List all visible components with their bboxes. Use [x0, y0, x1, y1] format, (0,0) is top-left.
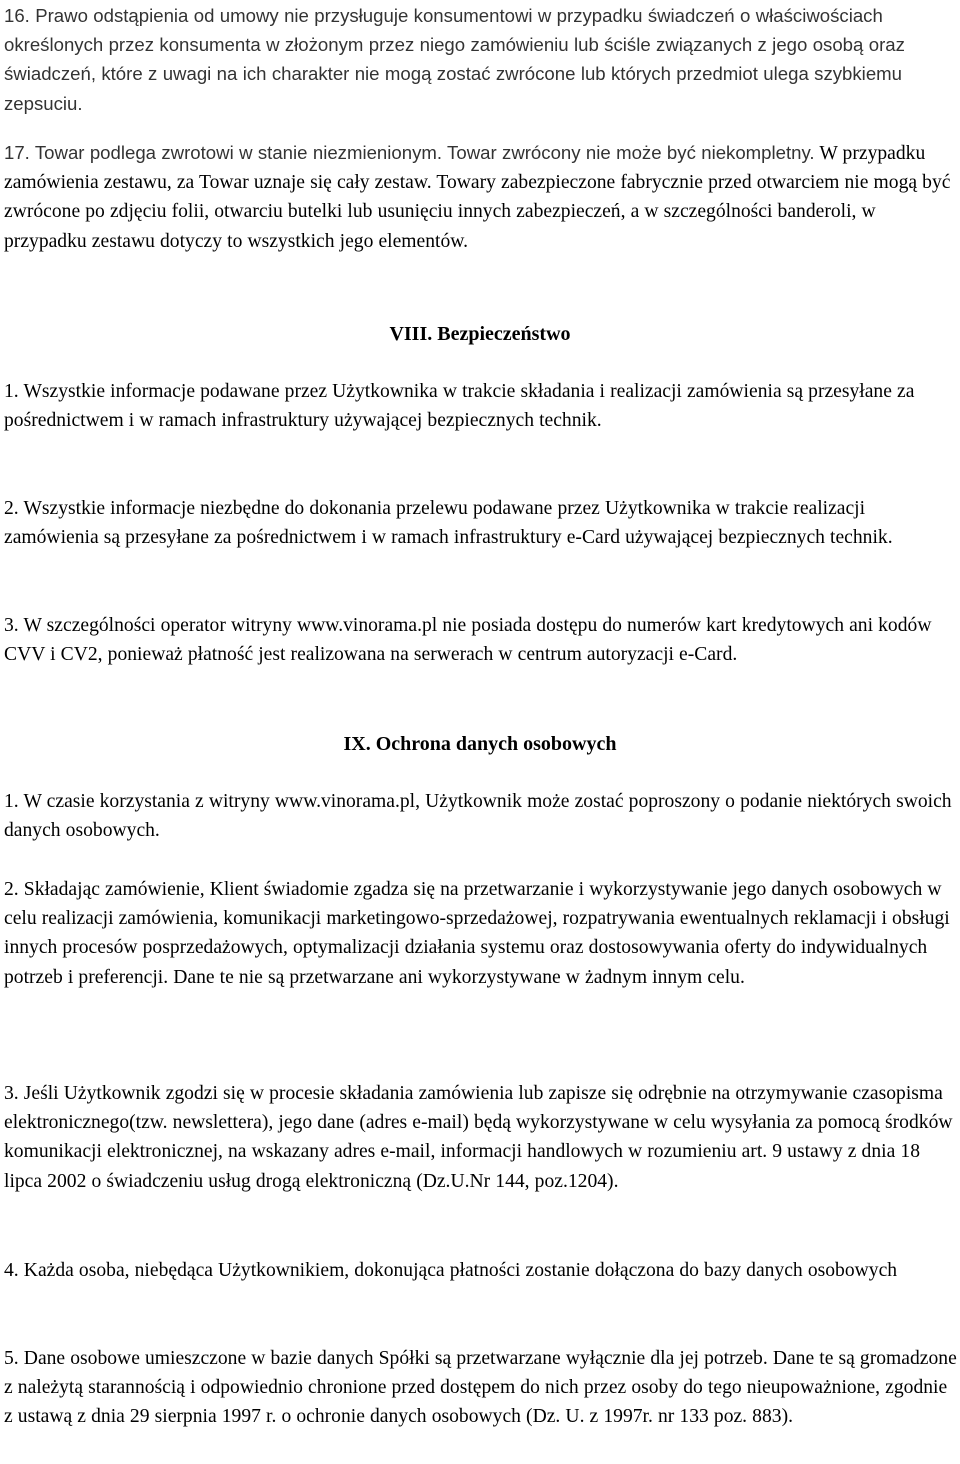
privacy-paragraph-4: 4. Każda osoba, niebędąca Użytkownikiem, dokonująca płatności zostanie dołączona do bazy danych osobowych [4, 1260, 898, 1281]
section-heading-viii: VIII. Bezpieczeństwo [389, 323, 571, 345]
paragraph-17 [0, 138, 958, 256]
paragraph-17-part-2: W przypadku zamówienia zestawu, za Towar uznaje się cały zestaw. Towary zabezpieczone fabrycznie przed otwarciem nie mogą być zwrócone po zdjęciu folii, otwarciu butelki lub usunięciu innych zabezpieczeń, a w szczególności banderoli, w przypadku zestawu dotyczy to wszystkich jego elementów. [4, 143, 951, 252]
privacy-paragraph-2: 2. Składając zamówienie, Klient świadomie zgadza się na przetwarzanie i wykorzystywanie jego danych osobowych w celu realizacji zamówienia, komunikacji marketingowo-sprzedażowej, rozpatrywania ewentualnych reklamacji i obsługi innych procesów posprzedażowych, optymalizacji działania systemu oraz dostosowywania oferty do indywidualnych potrzeb i preferencji. Dane te nie są przetwarzane ani wykorzystywane w żadnym innym celu. [4, 879, 950, 988]
paragraph-16: 16. Prawo odstąpienia od umowy nie przysługuje konsumentowi w przypadku świadczeń o właściwościach określonych przez konsumenta w złożonym przez niego zamówieniu lub ściśle związanych z jego osobą oraz świadczeń, które z uwagi na ich charakter nie mogą zostać zwrócone lub których przedmiot ulega szybkiemu zepsuciu. [4, 5, 905, 114]
paragraph-17-part-1: 17. Towar podlega zwrotowi w stanie niezmienionym. Towar zwrócony nie może być niekompletny. [4, 142, 815, 163]
privacy-paragraph-1: 1. W czasie korzystania z witryny www.vinorama.pl, Użytkownik może zostać poproszony o podanie niektórych swoich danych osobowych. [4, 791, 952, 842]
section-heading-ix: IX. Ochrona danych osobowych [343, 733, 617, 755]
privacy-paragraph-5: 5. Dane osobowe umieszczone w bazie danych Spółki są przetwarzane wyłącznie dla jej potrzeb. Dane te są gromadzone z należytą starannością i odpowiednio chronione przed dostępem do nich przez osoby do tego nieupoważnione, zgodnie z ustawą z dnia 29 sierpnia 1997 r. o ochronie danych osobowych (Dz. U. z 1997r. nr 133 poz. 883). [4, 1348, 957, 1428]
security-paragraph-1: 1. Wszystkie informacje podawane przez Użytkownika w trakcie składania i realizacji zamówienia są przesyłane za pośrednictwem i w ramach infrastruktury używającej bezpiecznych technik. [4, 381, 915, 432]
security-paragraph-3: 3. W szczególności operator witryny www.vinorama.pl nie posiada dostępu do numerów kart kredytowych ani kodów CVV i CV2, ponieważ płatność jest realizowana na serwerach w centrum autoryzacji e-Card. [4, 615, 932, 666]
security-paragraph-2: 2. Wszystkie informacje niezbędne do dokonania przelewu podawane przez Użytkownika w trakcie realizacji zamówienia są przesyłane za pośrednictwem i w ramach infrastruktury e-Card używającej bezpiecznych technik. [4, 498, 893, 549]
privacy-paragraph-3: 3. Jeśli Użytkownik zgodzi się w procesie składania zamówienia lub zapisze się odrębnie na otrzymywanie czasopisma elektronicznego(tzw. newslettera), jego dane (adres e-mail) będą wykorzystywane w celu wysyłania za pomocą środków komunikacji elektronicznej, na wskazany adres e-mail, informacji handlowych w rozumieniu art. 9 ustawy z dnia 18 lipca 2002 o świadczeniu usług drogą elektroniczną (Dz.U.Nr 144, poz.1204). [4, 1083, 953, 1192]
